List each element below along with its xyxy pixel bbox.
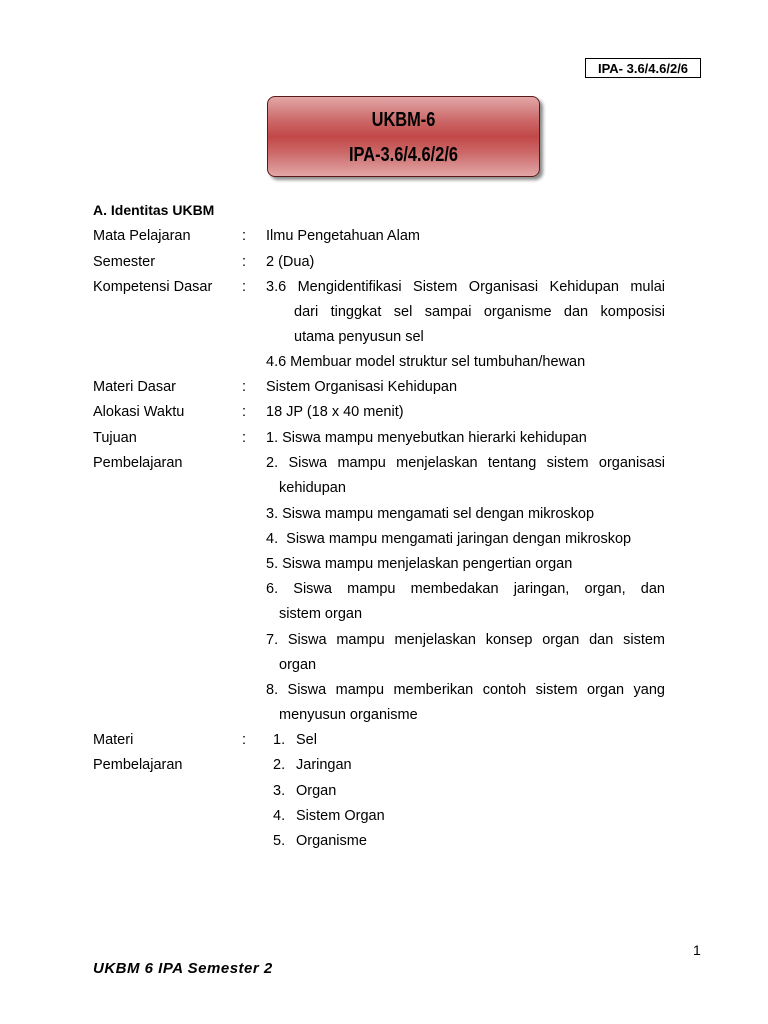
tujuan-item: 6. Siswa mampu membedakan jaringan, organ, dan [266, 581, 665, 597]
kd-3-6-line1: 3.6 Mengidentifikasi Sistem Organisasi Kehidupan mulai [266, 279, 665, 295]
tujuan-item-cont: organ [279, 657, 317, 673]
banner-title: UKBM-6 [371, 109, 436, 131]
label-tujuan: Tujuan [93, 430, 137, 446]
tujuan-item-cont: kehidupan [279, 480, 346, 496]
kd-3-6-line2: dari tinggkat sel sampai organisme dan komposisi [294, 304, 665, 320]
label-semester: Semester [93, 254, 156, 270]
label-kompetensi-dasar: Kompetensi Dasar [93, 279, 213, 295]
colon: : [242, 379, 247, 395]
colon: : [242, 404, 247, 420]
label-mata-pelajaran: Mata Pelajaran [93, 228, 191, 244]
section-title: A. Identitas UKBM [93, 202, 215, 218]
materi-item-number: 4. [273, 808, 286, 824]
label-pembelajaran: Pembelajaran [93, 757, 183, 773]
tujuan-item: 3. Siswa mampu mengamati sel dengan mikroskop [266, 506, 595, 522]
tujuan-item-cont: menyusun organisme [279, 707, 418, 723]
page-number: 1 [693, 942, 701, 958]
banner-subtitle: IPA-3.6/4.6/2/6 [348, 144, 459, 166]
materi-item: Sistem Organ [296, 808, 385, 824]
kd-3-6-line3: utama penyusun sel [294, 329, 424, 345]
value-materi-dasar: Sistem Organisasi Kehidupan [266, 379, 458, 395]
tujuan-item-cont: sistem organ [279, 606, 363, 622]
tujuan-item: 1. Siswa mampu menyebutkan hierarki kehidupan [266, 430, 587, 446]
tujuan-item: 7. Siswa mampu menjelaskan konsep organ dan sistem [266, 632, 665, 648]
value-semester: 2 (Dua) [266, 254, 315, 270]
tujuan-item: 4. Siswa mampu mengamati jaringan dengan mikroskop [266, 531, 632, 547]
colon: : [242, 732, 247, 748]
title-banner [267, 96, 540, 177]
value-mata-pelajaran: Ilmu Pengetahuan Alam [266, 228, 420, 244]
materi-item-number: 1. [273, 732, 286, 748]
value-alokasi-waktu: 18 JP (18 x 40 menit) [266, 404, 404, 420]
label-materi: Materi [93, 732, 134, 748]
kd-4-6: 4.6 Membuar model struktur sel tumbuhan/hewan [266, 354, 586, 370]
materi-item: Organ [296, 783, 337, 799]
label-pembelajaran: Pembelajaran [93, 455, 183, 471]
materi-item-number: 2. [273, 757, 286, 773]
colon: : [242, 254, 247, 270]
colon: : [242, 228, 247, 244]
colon: : [242, 430, 247, 446]
tujuan-item: 5. Siswa mampu menjelaskan pengertian organ [266, 556, 573, 572]
materi-item-number: 5. [273, 833, 286, 849]
materi-item: Organisme [296, 833, 367, 849]
tujuan-item: 2. Siswa mampu menjelaskan tentang sistem organisasi [266, 455, 665, 471]
colon: : [242, 279, 247, 295]
materi-item: Jaringan [296, 757, 352, 773]
tujuan-item: 8. Siswa mampu memberikan contoh sistem organ yang [266, 682, 665, 698]
page-footer: UKBM 6 IPA Semester 2 [93, 960, 273, 977]
materi-item-number: 3. [273, 783, 286, 799]
materi-item: Sel [296, 732, 317, 748]
label-materi-dasar: Materi Dasar [93, 379, 176, 395]
document-code-box: IPA- 3.6/4.6/2/6 [585, 58, 701, 78]
label-alokasi-waktu: Alokasi Waktu [93, 404, 185, 420]
